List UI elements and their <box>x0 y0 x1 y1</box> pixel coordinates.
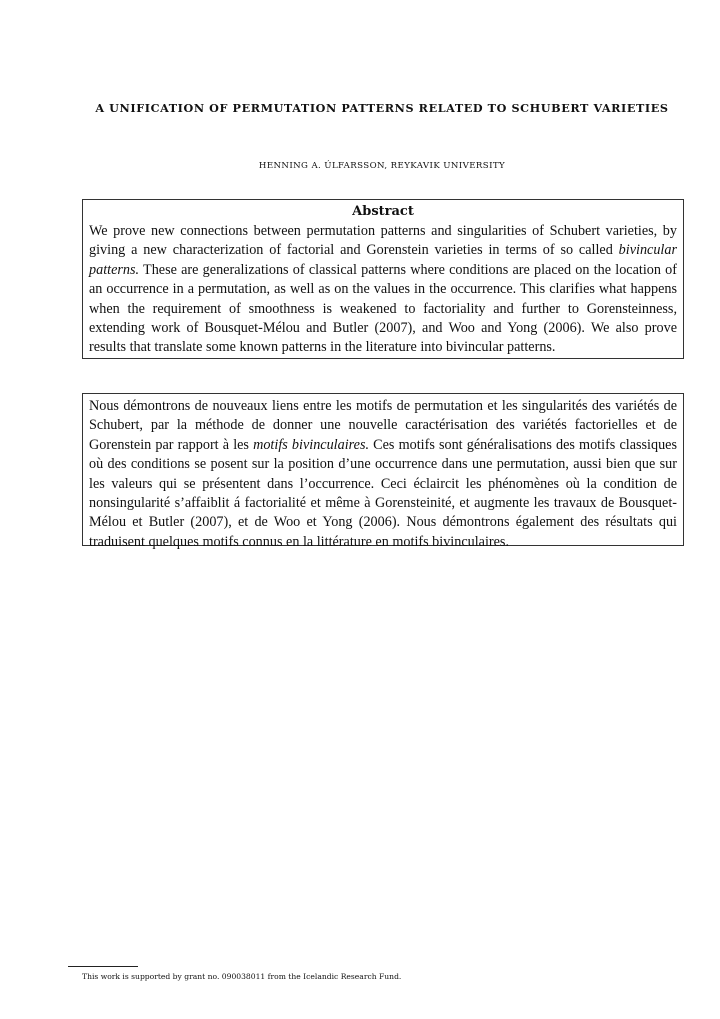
paper-title: A UNIFICATION OF PERMUTATION PATTERNS RELATED TO SCHUBERT VARIETIES <box>95 101 669 115</box>
abstract-french-text-part-1: Nous démontrons de nouveaux liens entre les motifs de permutation et les singularités des variétés de Schubert, par la méthode de donner une nouvelle caractérisation des variétés factorielles et de Gorenstein par rapport à les <box>89 398 677 453</box>
abstract-french-box <box>82 393 684 550</box>
footnote: This work is supported by grant no. 090038011 from the Icelandic Research Fund. <box>82 972 402 981</box>
footnote-rule <box>68 966 138 967</box>
abstract-english-box <box>82 199 684 359</box>
abstract-english-text-part-1: We prove new connections between permutation patterns and singularities of Schubert varieties, by giving a new characterization of factorial and Gorenstein varieties in terms of so called <box>89 223 677 259</box>
author-line: HENNING A. ÚLFARSSON, REYKAVIK UNIVERSITY <box>258 161 506 171</box>
abstract-heading: Abstract <box>352 204 414 219</box>
abstract-english-text-part-2: These are generalizations of classical patterns where conditions are placed on the location of an occurrence in a permutation, as well as on the values in the occurrence. This clarifies what happens when the requirement of smoothness is weakened to factoriality and further to Gorensteinness, extending work of Bousquet-Mélou and Butler (2007), and Woo and Yong (2006). We also prove results that translate some known patterns in the literature into bivincular patterns. <box>89 261 677 356</box>
abstract-french-text-part-2: Ces motifs sont généralisations des motifs classiques où des conditions se posent sur la position d’une occurrence dans une permutation, aussi bien que sur les valeurs qui se présentent dans l’occurrence. Ceci éclaircit les phénomènes où la condition de nonsingularité s’affaiblit á factorialité et même à Gorensteinité, et augmente les travaux de Bousquet-Mélou et Butler (2007), et de Woo et Yong (2006). Nous démontrons également des résultats qui traduisent quelques motifs connus en la littérature en motifs bivinculaires. <box>89 436 677 550</box>
abstract-english-emphasis: bivincular patterns. <box>89 242 677 278</box>
abstract-french-text <box>89 397 677 552</box>
abstract-english-text <box>89 222 677 358</box>
abstract-french-emphasis: motifs bivinculaires. <box>253 436 370 453</box>
